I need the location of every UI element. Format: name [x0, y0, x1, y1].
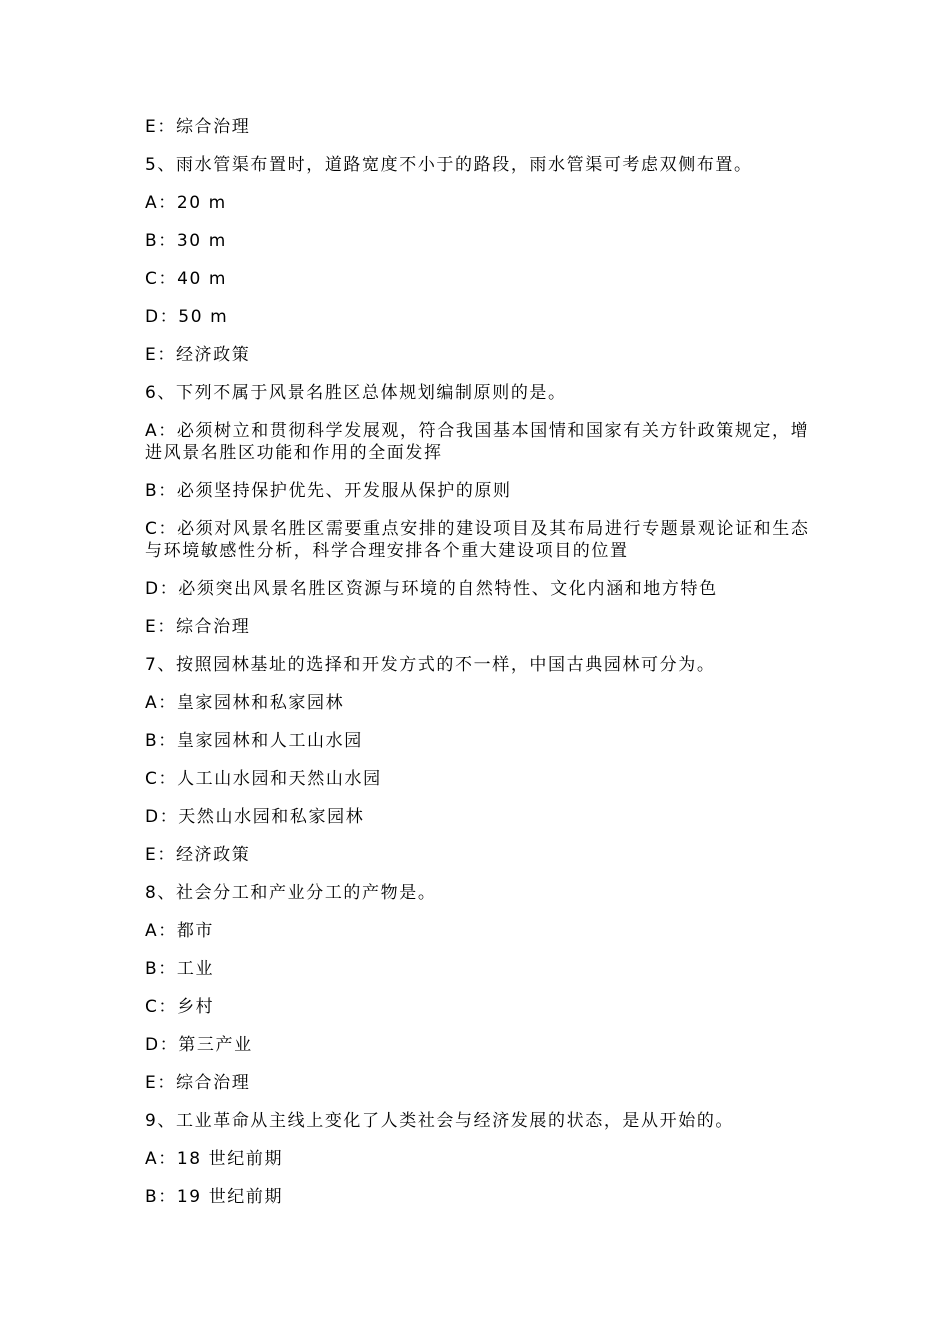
option-e-q5: E：经济政策	[145, 345, 251, 365]
option-c-q5: C：40 m	[145, 269, 228, 289]
option-b-q9: B：19 世纪前期	[145, 1187, 284, 1207]
option-d-q7: D：天然山水园和私家园林	[145, 807, 365, 827]
question-5: 5、雨水管渠布置时，道路宽度不小于的路段，雨水管渠可考虑双侧布置。	[145, 155, 753, 175]
option-a-q9: A：18 世纪前期	[145, 1149, 284, 1169]
option-a-q8: A：都市	[145, 921, 215, 941]
document-page	[145, 116, 810, 1224]
option-d-q8: D：第三产业	[145, 1035, 253, 1055]
option-a-q7: A：皇家园林和私家园林	[145, 693, 345, 713]
option-e-q6: E：综合治理	[145, 617, 251, 637]
option-b-q7: B：皇家园林和人工山水园	[145, 731, 363, 751]
option-e-q4: E：综合治理	[145, 117, 251, 137]
option-c-q7: C：人工山水园和天然山水园	[145, 769, 382, 789]
option-b-q5: B：30 m	[145, 231, 227, 251]
option-b-q8: B：工业	[145, 959, 215, 979]
option-a-q6: A：必须树立和贯彻科学发展观，符合我国基本国情和国家有关方针政策规定，增进风景名胜区功能和作用的全面发挥	[145, 421, 810, 463]
question-6: 6、下列不属于风景名胜区总体规划编制原则的是。	[145, 383, 567, 403]
option-d-q5: D：50 m	[145, 307, 229, 327]
option-b-q6: B：必须坚持保护优先、开发服从保护的原则	[145, 481, 512, 501]
option-e-q8: E：综合治理	[145, 1073, 251, 1093]
question-7: 7、按照园林基址的选择和开发方式的不一样，中国古典园林可分为。	[145, 655, 716, 675]
option-a-q5: A：20 m	[145, 193, 227, 213]
option-c-q6: C：必须对风景名胜区需要重点安排的建设项目及其布局进行专题景观论证和生态与环境敏感性分析，科学合理安排各个重大建设项目的位置	[145, 519, 810, 561]
question-9: 9、工业革命从主线上变化了人类社会与经济发展的状态，是从开始的。	[145, 1111, 735, 1131]
option-e-q7: E：经济政策	[145, 845, 251, 865]
question-8: 8、社会分工和产业分工的产物是。	[145, 883, 437, 903]
option-d-q6: D：必须突出风景名胜区资源与环境的自然特性、文化内涵和地方特色	[145, 579, 718, 599]
option-c-q8: C：乡村	[145, 997, 215, 1017]
